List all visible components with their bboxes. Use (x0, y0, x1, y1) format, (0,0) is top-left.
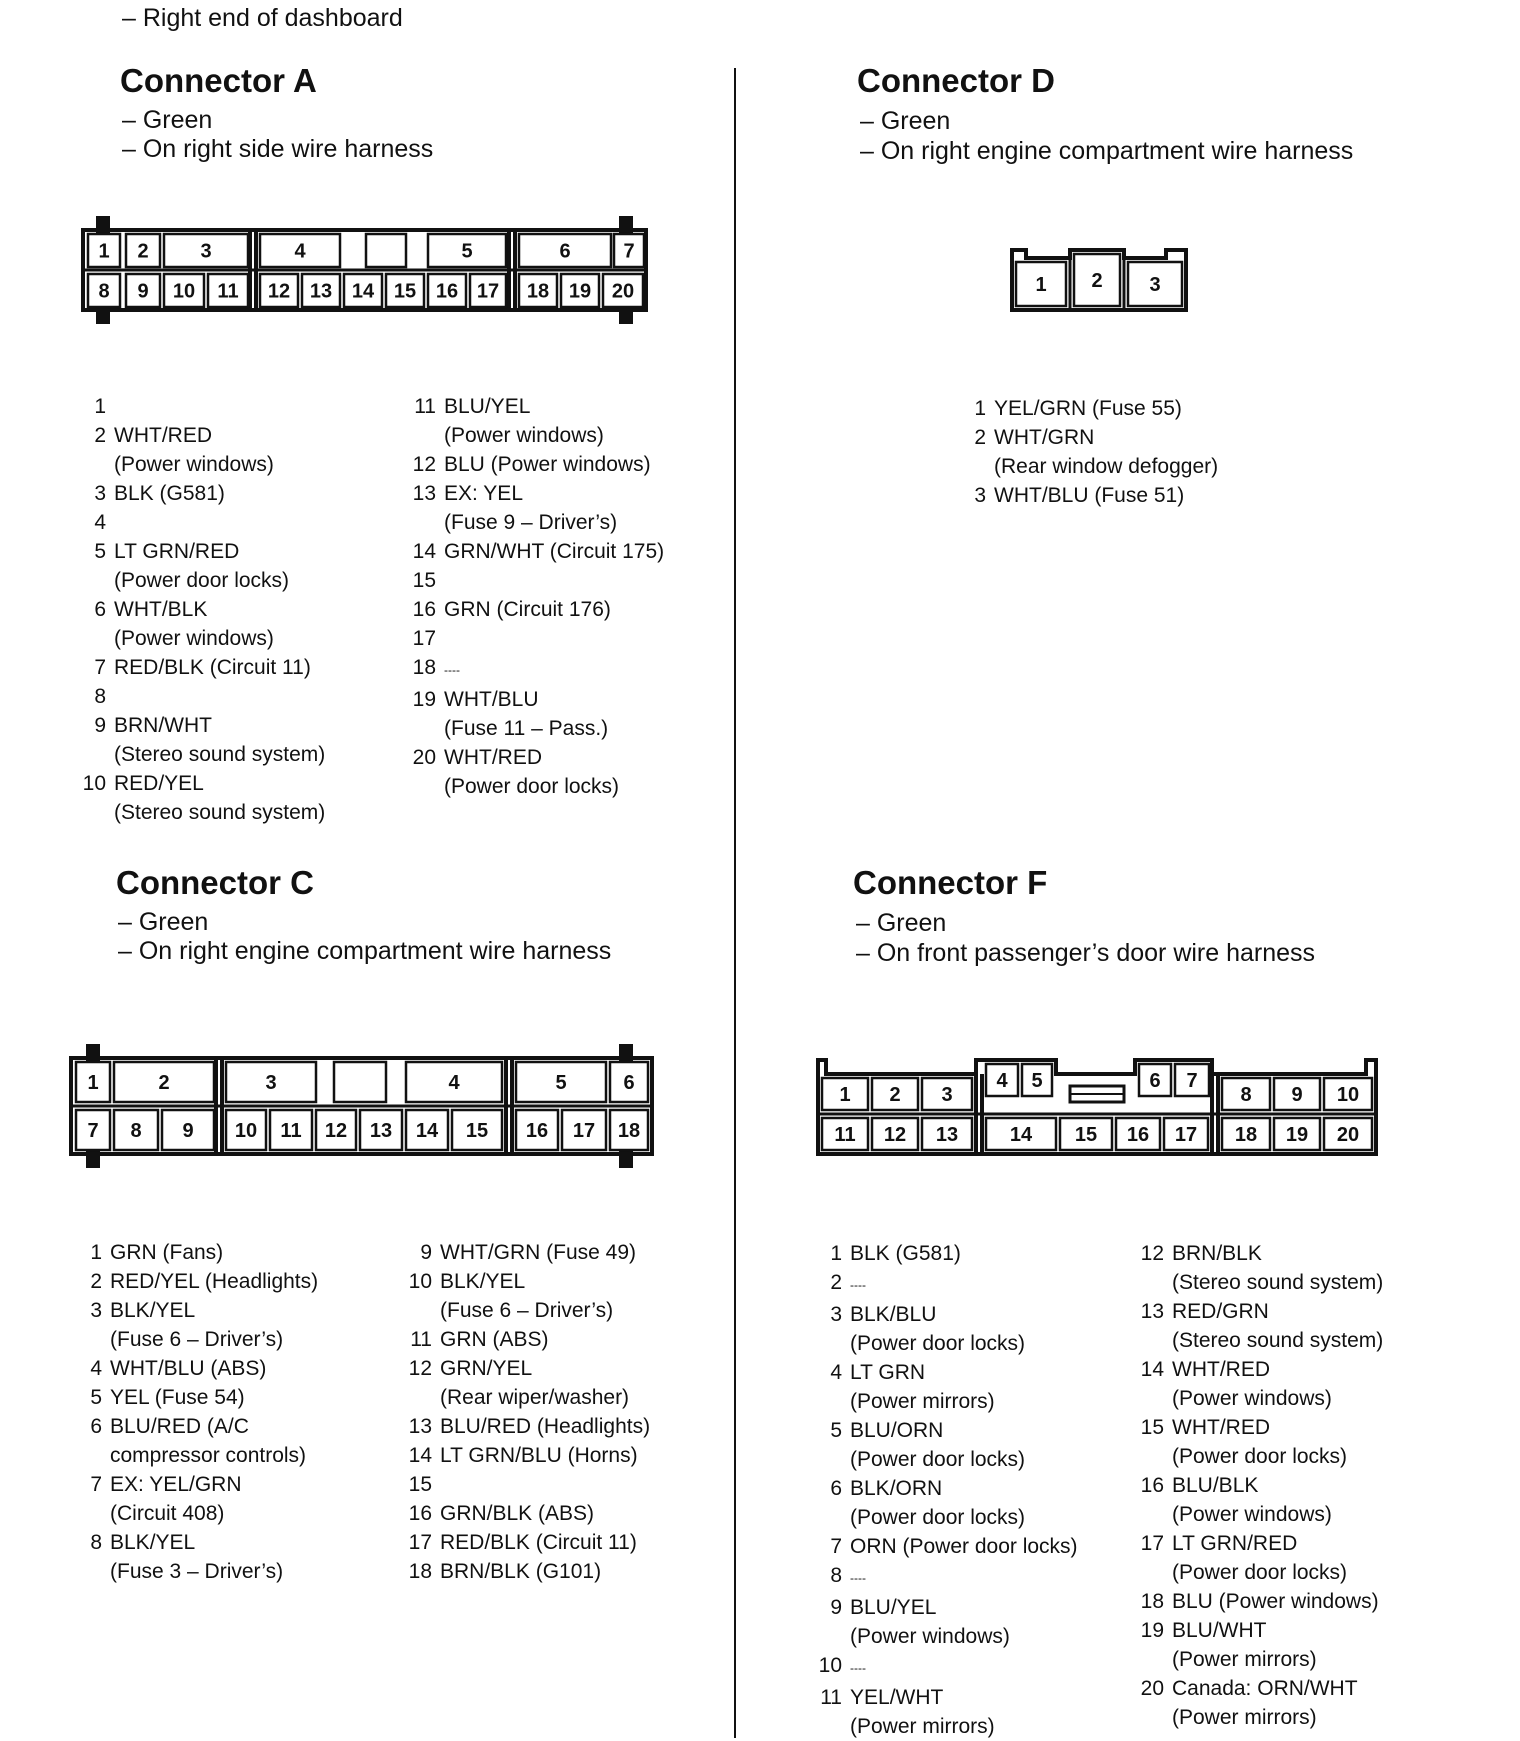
cavity-number: 2 (889, 1084, 901, 1107)
cavity-number: 5 (1031, 1070, 1043, 1093)
connector-d-diagram (1006, 244, 1202, 320)
pin-entry: 12 GRN/YEL (Rear wiper/washer) (408, 1357, 630, 1409)
cavity-number: 12 (883, 1124, 907, 1147)
pin-entry: 12 BRN/BLK (Stereo sound system) (1140, 1242, 1384, 1294)
cavity-number: 8 (98, 280, 110, 303)
cavity-number: 16 (435, 280, 459, 303)
pin-entry: 15 WHT/RED (Power door locks) (1140, 1416, 1348, 1468)
pin-entry: 17 (412, 627, 436, 650)
pin-entry: 11 BLU/YEL (Power windows) (414, 395, 604, 447)
cavity-number: 13 (309, 280, 333, 303)
pin-entry: 8 (94, 685, 106, 708)
cavity-number: 7 (1186, 1070, 1198, 1093)
pin-entry: 13 BLU/RED (Headlights) (408, 1415, 651, 1438)
cavity-number: 13 (369, 1120, 393, 1143)
connector-f-location: – On front passenger’s door wire harness (856, 939, 1316, 967)
cavity-number: 4 (448, 1072, 460, 1095)
pin-entry: 4 (94, 511, 106, 534)
cavity-number: 1 (87, 1072, 99, 1095)
cavity-number: 4 (294, 240, 306, 263)
cavity-number: 10 (1336, 1084, 1360, 1107)
pin-entry: 5 LT GRN/RED (Power door locks) (94, 540, 290, 592)
pin-entry: 16 GRN/BLK (ABS) (408, 1502, 595, 1525)
column-divider (734, 68, 736, 1738)
cavity-number: 19 (568, 280, 592, 303)
cavity-number: 3 (265, 1072, 277, 1095)
connector-d-location: – On right engine compartment wire harness (860, 137, 1354, 165)
pin-entry: 3 BLK (G581) (94, 482, 225, 505)
pin-entry: 10 BLK/YEL (Fuse 6 – Driver’s) (408, 1270, 614, 1322)
connector-a-pins-col1 (82, 392, 402, 827)
pin-entry: 2 ---- (830, 1271, 866, 1294)
pin-entry: 3 BLK/YEL (Fuse 6 – Driver’s) (90, 1299, 284, 1351)
cavity-number: 12 (267, 280, 291, 303)
pin-entry: 14 WHT/RED (Power windows) (1140, 1358, 1332, 1410)
cavity-number: 9 (137, 280, 149, 303)
connector-c-diagram (66, 1040, 666, 1170)
connector-f-color: – Green (856, 909, 947, 937)
cavity-number: 1 (1035, 274, 1047, 297)
cavity-number: 6 (1149, 1070, 1161, 1093)
cavity-number: 2 (137, 240, 149, 263)
pin-entry: 20 WHT/RED (Power door locks) (412, 746, 620, 798)
connector-c-title: Connector C (116, 864, 314, 901)
cavity-number: 7 (623, 240, 635, 263)
pin-entry: 2 WHT/GRN (Rear window defogger) (974, 426, 1219, 478)
cavity-number: 18 (1234, 1124, 1258, 1147)
cavity-number: 1 (839, 1084, 851, 1107)
cavity-number: 6 (623, 1072, 635, 1095)
pin-entry: 6 BLU/RED (A/C compressor controls) (90, 1415, 307, 1467)
cavity-number: 15 (393, 280, 417, 303)
cavity-number: 15 (465, 1120, 489, 1143)
pin-entry: 15 (412, 569, 436, 592)
connector-a-title: Connector A (120, 62, 317, 99)
cavity-number: 20 (1336, 1124, 1360, 1147)
pin-entry: 13 EX: YEL (Fuse 9 – Driver’s) (412, 482, 618, 534)
pin-entry: 8 ---- (830, 1564, 866, 1587)
cavity-number: 13 (935, 1124, 959, 1147)
pin-entry: 4 LT GRN (Power mirrors) (830, 1361, 995, 1413)
cavity-number: 16 (1126, 1124, 1150, 1147)
cavity-number: 5 (461, 240, 473, 263)
connector-cavity (366, 234, 406, 267)
connector-c-pins-col2 (408, 1238, 728, 1586)
cavity-number: 8 (1240, 1084, 1252, 1107)
pin-entry: 6 WHT/BLK (Power windows) (94, 598, 274, 650)
cavity-number: 19 (1285, 1124, 1309, 1147)
pin-entry: 4 WHT/BLU (ABS) (90, 1357, 267, 1380)
pin-entry: 6 BLK/ORN (Power door locks) (830, 1477, 1026, 1529)
pin-entry: 11 GRN (ABS) (410, 1328, 549, 1351)
pin-entry: 3 BLK/BLU (Power door locks) (830, 1303, 1026, 1355)
connector-a-diagram (78, 212, 658, 332)
cavity-number: 9 (182, 1120, 194, 1143)
connector-d-title: Connector D (857, 62, 1055, 99)
connector-f-diagram (812, 1052, 1392, 1168)
cavity-number: 14 (351, 280, 375, 303)
connector-cavity (334, 1062, 386, 1102)
connector-c-pins-col1 (78, 1238, 418, 1586)
pin-entry: 19 BLU/WHT (Power mirrors) (1140, 1619, 1317, 1671)
pin-entry: 9 BRN/WHT (Stereo sound system) (94, 714, 326, 766)
pin-entry: 1 BLK (G581) (830, 1242, 961, 1265)
cavity-number: 12 (324, 1120, 348, 1143)
pin-entry: 20 Canada: ORN/WHT (Power mirrors) (1140, 1677, 1358, 1729)
pin-entry: 7 ORN (Power door locks) (830, 1535, 1078, 1558)
pin-entry: 13 RED/GRN (Stereo sound system) (1140, 1300, 1384, 1352)
pin-entry: 9 BLU/YEL (Power windows) (830, 1596, 1010, 1648)
cavity-number: 2 (158, 1072, 170, 1095)
cavity-number: 18 (617, 1120, 641, 1143)
cavity-number: 2 (1091, 270, 1103, 293)
cavity-number: 7 (87, 1120, 99, 1143)
pin-entry: 5 BLU/ORN (Power door locks) (830, 1419, 1026, 1471)
cavity-number: 6 (559, 240, 571, 263)
pin-entry: 1 (94, 395, 106, 418)
connector-c-location: – On right engine compartment wire harness (118, 937, 612, 965)
pin-entry: 18 ---- (412, 656, 460, 679)
pin-entry: 14 LT GRN/BLU (Horns) (408, 1444, 638, 1467)
pin-entry: 9 WHT/GRN (Fuse 49) (420, 1241, 637, 1264)
cavity-number: 14 (1009, 1124, 1033, 1147)
location-note: – Right end of dashboard (122, 4, 403, 32)
pin-entry: 7 RED/BLK (Circuit 11) (94, 656, 311, 679)
pin-entry: 8 BLK/YEL (Fuse 3 – Driver’s) (90, 1531, 284, 1583)
pin-entry: 19 WHT/BLU (Fuse 11 – Pass.) (412, 688, 609, 740)
cavity-number: 4 (996, 1070, 1008, 1093)
pin-entry: 14 GRN/WHT (Circuit 175) (412, 540, 665, 563)
pin-entry: 17 RED/BLK (Circuit 11) (408, 1531, 637, 1554)
pin-entry: 18 BLU (Power windows) (1140, 1590, 1379, 1613)
cavity-number: 3 (1149, 274, 1161, 297)
cavity-number: 11 (834, 1124, 856, 1147)
connector-f-pins-col1 (818, 1239, 1138, 1741)
pin-entry: 1 GRN (Fans) (90, 1241, 224, 1264)
pin-entry: 5 YEL (Fuse 54) (90, 1386, 245, 1409)
cavity-number: 10 (234, 1120, 258, 1143)
cavity-number: 3 (941, 1084, 953, 1107)
pin-entry: 10 ---- (818, 1654, 866, 1677)
pin-entry: 11 YEL/WHT (Power mirrors) (820, 1686, 995, 1738)
connector-a-color: – Green (122, 106, 213, 134)
cavity-number: 10 (172, 280, 196, 303)
connector-f-pins-col2 (1140, 1239, 1510, 1732)
cavity-number: 17 (476, 280, 500, 303)
pin-entry: 17 LT GRN/RED (Power door locks) (1140, 1532, 1348, 1584)
cavity-number: 18 (526, 280, 550, 303)
pin-entry: 16 BLU/BLK (Power windows) (1140, 1474, 1332, 1526)
pin-entry: 2 RED/YEL (Headlights) (90, 1270, 319, 1293)
cavity-number: 15 (1074, 1124, 1098, 1147)
connector-a-location: – On right side wire harness (122, 135, 434, 163)
pin-entry: 2 WHT/RED (Power windows) (94, 424, 274, 476)
cavity-number: 11 (217, 280, 239, 303)
pin-entry: 16 GRN (Circuit 176) (412, 598, 611, 621)
cavity-number: 3 (200, 240, 212, 263)
connector-d-color: – Green (860, 107, 951, 135)
connector-c-color: – Green (118, 908, 209, 936)
cavity-number: 16 (525, 1120, 549, 1143)
cavity-number: 17 (572, 1120, 596, 1143)
cavity-number: 8 (130, 1120, 142, 1143)
cavity-number: 20 (611, 280, 635, 303)
cavity-number: 17 (1174, 1124, 1198, 1147)
connector-a-pins-col2 (412, 392, 712, 801)
pin-entry: 10 RED/YEL (Stereo sound system) (82, 772, 326, 824)
pin-entry: 12 BLU (Power windows) (412, 453, 651, 476)
pin-entry: 18 BRN/BLK (G101) (408, 1560, 602, 1583)
connector-d-pins (962, 394, 1342, 510)
cavity-number: 11 (280, 1120, 302, 1143)
cavity-number: 1 (98, 240, 110, 263)
pin-entry: 3 WHT/BLU (Fuse 51) (974, 484, 1185, 507)
connector-f-title: Connector F (853, 864, 1048, 901)
pin-entry: 15 (408, 1473, 432, 1496)
pin-entry: 1 YEL/GRN (Fuse 55) (974, 397, 1182, 420)
cavity-number: 14 (415, 1120, 439, 1143)
cavity-number: 9 (1291, 1084, 1303, 1107)
cavity-number: 5 (555, 1072, 567, 1095)
pin-entry: 7 EX: YEL/GRN (Circuit 408) (90, 1473, 242, 1525)
